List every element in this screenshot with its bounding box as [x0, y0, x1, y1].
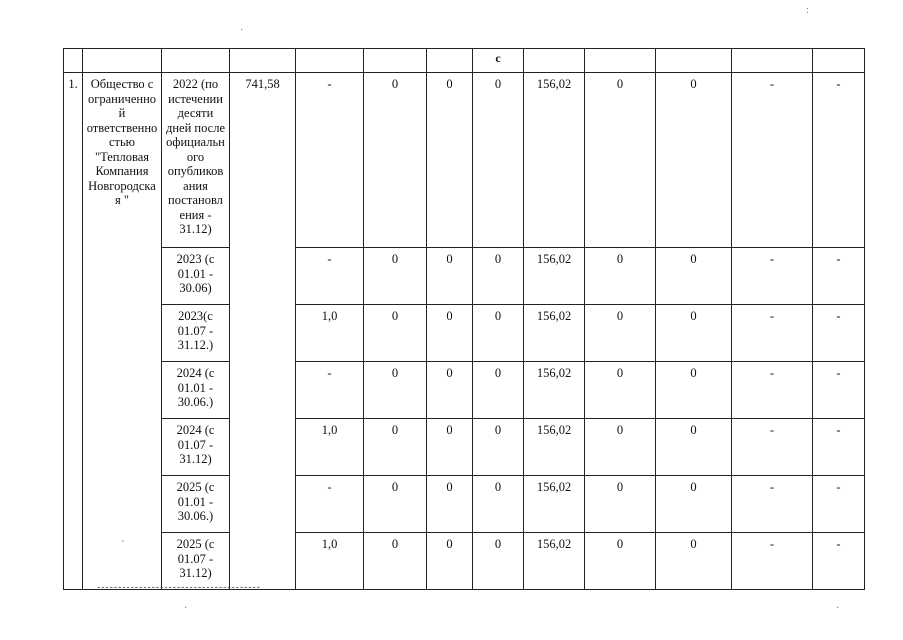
value-cell: -	[732, 305, 813, 362]
organization-name: Общество с ограниченно й ответственно стью "Тепловая Компания Новгородска я "	[83, 73, 162, 590]
value-cell: 0	[656, 533, 732, 590]
period-label: 2024 (с 01.01 - 30.06.)	[162, 362, 230, 419]
value-cell: 0	[473, 419, 524, 476]
period-label: 2023 (с 01.01 - 30.06)	[162, 248, 230, 305]
value-cell: 156,02	[524, 362, 585, 419]
table-row	[64, 476, 865, 533]
value-cell: 0	[364, 305, 427, 362]
header-cell	[83, 49, 162, 73]
value-cell: 0	[656, 419, 732, 476]
header-cell	[813, 49, 865, 73]
value-cell: -	[813, 73, 865, 248]
table-row	[64, 362, 865, 419]
value-cell: 0	[656, 476, 732, 533]
value-cell: 0	[473, 248, 524, 305]
table-row	[64, 248, 865, 305]
header-cell	[364, 49, 427, 73]
value-cell: 0	[473, 362, 524, 419]
scan-speck: ·	[240, 25, 244, 36]
value-cell: 1,0	[296, 419, 364, 476]
period-label: 2024 (с 01.07 - 31.12)	[162, 419, 230, 476]
tariff-table	[63, 48, 865, 590]
header-cell	[656, 49, 732, 73]
value-cell: -	[732, 248, 813, 305]
scan-speck: ·	[836, 603, 840, 614]
value-cell: 156,02	[524, 305, 585, 362]
first-value-cell: 741,58	[230, 73, 296, 590]
value-cell: 0	[427, 476, 473, 533]
header-cell	[427, 49, 473, 73]
header-cell	[64, 49, 83, 73]
value-cell: 0	[427, 305, 473, 362]
header-cell	[296, 49, 364, 73]
value-cell: -	[813, 533, 865, 590]
value-cell: 0	[473, 73, 524, 248]
value-cell: 0	[473, 476, 524, 533]
period-label: 2025 (с 01.07 - 31.12)	[162, 533, 230, 590]
value-cell: 0	[656, 248, 732, 305]
value-cell: -	[296, 73, 364, 248]
table-header-row	[64, 49, 865, 73]
header-cell	[585, 49, 656, 73]
value-cell: 0	[585, 305, 656, 362]
value-cell: 0	[427, 248, 473, 305]
value-cell: -	[732, 476, 813, 533]
scan-speck: ·	[184, 603, 188, 614]
value-cell: 156,02	[524, 248, 585, 305]
header-cell	[732, 49, 813, 73]
table-row	[64, 305, 865, 362]
value-cell: 0	[364, 533, 427, 590]
value-cell: 156,02	[524, 73, 585, 248]
value-cell: -	[813, 362, 865, 419]
value-cell: 156,02	[524, 476, 585, 533]
value-cell: 0	[364, 73, 427, 248]
value-cell: 0	[427, 73, 473, 248]
value-cell: 0	[364, 476, 427, 533]
value-cell: 0	[656, 305, 732, 362]
row-number: 1.	[64, 73, 83, 590]
value-cell: 0	[585, 476, 656, 533]
value-cell: -	[732, 362, 813, 419]
value-cell: -	[296, 248, 364, 305]
value-cell: 156,02	[524, 533, 585, 590]
scan-speck: :	[806, 5, 809, 16]
scan-speck: '	[122, 539, 124, 550]
value-cell: 0	[585, 248, 656, 305]
value-cell: -	[296, 362, 364, 419]
value-cell: 0	[585, 73, 656, 248]
header-cell	[524, 49, 585, 73]
value-cell: 0	[585, 419, 656, 476]
value-cell: 0	[473, 305, 524, 362]
value-cell: 0	[427, 362, 473, 419]
value-cell: -	[732, 73, 813, 248]
value-cell: -	[813, 476, 865, 533]
value-cell: -	[813, 248, 865, 305]
value-cell: -	[813, 305, 865, 362]
footer-separator: ---------------------------------------	[96, 583, 260, 593]
header-cell	[162, 49, 230, 73]
value-cell: 0	[364, 419, 427, 476]
table-row	[64, 533, 865, 590]
value-cell: 0	[585, 533, 656, 590]
value-cell: -	[813, 419, 865, 476]
value-cell: 0	[427, 419, 473, 476]
period-label: 2023(с 01.07 - 31.12.)	[162, 305, 230, 362]
value-cell: 0	[364, 362, 427, 419]
header-cell: с	[473, 49, 524, 73]
value-cell: 156,02	[524, 419, 585, 476]
value-cell: 0	[364, 248, 427, 305]
value-cell: 0	[656, 73, 732, 248]
value-cell: -	[296, 476, 364, 533]
value-cell: 0	[585, 362, 656, 419]
table-row	[64, 419, 865, 476]
value-cell: -	[732, 419, 813, 476]
value-cell: 1,0	[296, 305, 364, 362]
value-cell: 0	[656, 362, 732, 419]
period-label: 2022 (по истечении десяти дней после официальн ого опубликов ания постановл ения - 31.12)	[162, 73, 230, 248]
header-cell	[230, 49, 296, 73]
value-cell: 0	[473, 533, 524, 590]
value-cell: 1,0	[296, 533, 364, 590]
value-cell: -	[732, 533, 813, 590]
period-label: 2025 (с 01.01 - 30.06.)	[162, 476, 230, 533]
value-cell: 0	[427, 533, 473, 590]
table-row	[64, 73, 865, 248]
